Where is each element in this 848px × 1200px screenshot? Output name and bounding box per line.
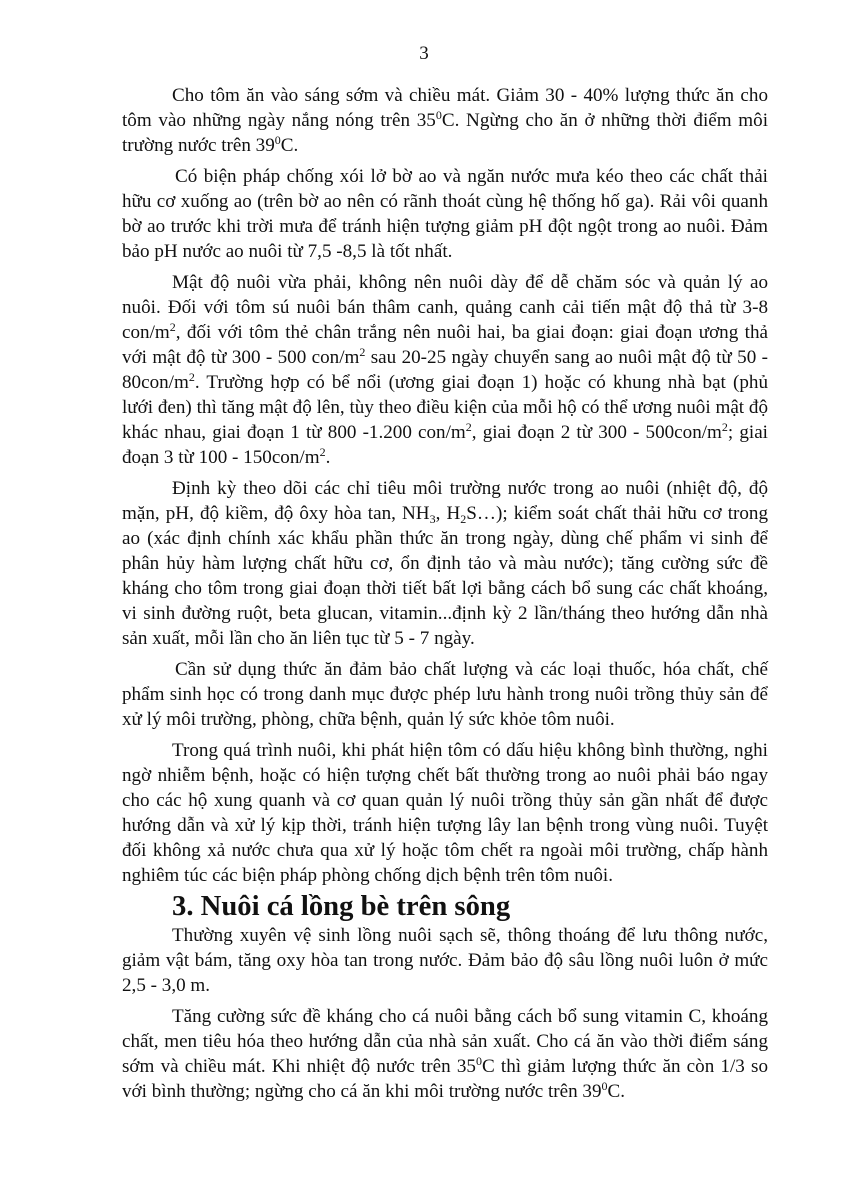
superscript: 0 bbox=[435, 108, 442, 122]
text-run: . bbox=[325, 447, 331, 468]
superscript: 2 bbox=[319, 445, 326, 459]
superscript: 2 bbox=[359, 345, 366, 359]
paragraph-approved-products bbox=[122, 657, 768, 732]
text-run: ; giai đoạn 3 từ 100 - 150con/m bbox=[122, 422, 768, 468]
text-run: . Trường hợp có bể nổi (ương giai đoạn 1) hoặc có khung nhà bạt (phủ lưới đen) thì tăng mật độ lên, tùy theo điều kiện của mỗi hộ có thể ương nuôi mật độ khác nhau, giai đoạn 1 từ 800 -1.200 con/m bbox=[122, 372, 768, 443]
text-run: C. bbox=[280, 135, 299, 156]
text-run: C thì giảm lượng thức ăn còn 1/3 so với bình thường; ngừng cho cá ăn khi môi trường nước trên 39 bbox=[122, 1056, 768, 1102]
section-heading: 3. Nuôi cá lồng bè trên sông bbox=[172, 890, 511, 922]
text-run: Trong quá trình nuôi, khi phát hiện tôm có dấu hiệu không bình thường, nghi ngờ nhiễm bệnh, hoặc có hiện tượng chết bất thường trong ao nuôi phải báo ngay cho các hộ xung quanh và cơ quan quản lý nuôi trồng thủy sản gần nhất để được hướng dẫn và xử lý kịp thời, tránh hiện tượng lây lan bệnh trong vùng nuôi. Tuyệt đối không xả nước chưa qua xử lý hoặc tôm chết ra ngoài môi trường, chấp hành nghiêm túc các biện pháp phòng chống dịch bệnh trên tôm nuôi. bbox=[122, 740, 768, 886]
paragraph-erosion-control bbox=[122, 164, 768, 264]
text-run: S…); kiểm soát chất thải hữu cơ trong ao (xác định chính xác khẩu phần thức ăn trong ngày, dùng chế phẩm vi sinh để phân hủy hàm lượng chất hữu cơ, ổn định tảo và màu nước); tăng cường sức đề kháng cho tôm trong giai đoạn thời tiết bất lợi bằng cách bổ sung các chất khoáng, vi sinh đường ruột, beta glucan, vitamin...định kỳ 2 lần/tháng theo hướng dẫn nhà sản xuất, mỗi lần cho ăn liên tục từ 5 - 7 ngày. bbox=[122, 503, 768, 649]
text-run: Cần sử dụng thức ăn đảm bảo chất lượng và các loại thuốc, hóa chất, chế phẩm sinh học có trong danh mục được phép lưu hành trong nuôi trồng thủy sản để xử lý môi trường, phòng, chữa bệnh, quản lý sức khỏe tôm nuôi. bbox=[122, 659, 768, 730]
paragraph-water-monitoring bbox=[122, 476, 768, 651]
superscript: 2 bbox=[188, 370, 195, 384]
text-run: C. bbox=[607, 1081, 626, 1102]
text-run: Thường xuyên vệ sinh lồng nuôi sạch sẽ, thông thoáng để lưu thông nước, giảm vật bám, tăng oxy hòa tan trong nước. Đảm bảo độ sâu lồng nuôi luôn ở mức 2,5 - 3,0 m. bbox=[122, 925, 768, 996]
text-run: , giai đoạn 2 từ 300 - 500con/m bbox=[471, 422, 722, 443]
superscript: 0 bbox=[601, 1079, 608, 1093]
superscript: 2 bbox=[169, 320, 176, 334]
page-number: 3 bbox=[419, 43, 429, 64]
paragraph-feeding-shrimp bbox=[122, 83, 768, 158]
subscript: 2 bbox=[460, 512, 467, 526]
paragraph-cage-cleaning bbox=[122, 923, 768, 998]
shrimp-section bbox=[122, 83, 768, 888]
text-run: C. Ngừng cho ăn ở những thời điểm môi trường nước trên 39 bbox=[122, 110, 769, 156]
text-run: Định kỳ theo dõi các chỉ tiêu môi trường nước trong ao nuôi (nhiệt độ, độ mặn, pH, độ kiềm, độ ôxy hòa tan, NH bbox=[122, 478, 768, 524]
document-body bbox=[122, 83, 768, 1110]
superscript: 0 bbox=[475, 1054, 482, 1068]
superscript: 0 bbox=[274, 133, 281, 147]
text-run: sau 20-25 ngày chuyển sang ao nuôi mật độ từ 50 - 80con/m bbox=[122, 347, 768, 393]
paragraph-disease-reporting bbox=[122, 738, 768, 888]
paragraph-fish-resistance bbox=[122, 1004, 768, 1104]
section-3 bbox=[122, 890, 768, 1104]
paragraph-stocking-density bbox=[122, 270, 768, 470]
text-run: Mật độ nuôi vừa phải, không nên nuôi dày để dễ chăm sóc và quản lý ao nuôi. Đối với tôm sú nuôi bán thâm canh, quảng canh cải tiến mật độ thả từ 3-8 con/m bbox=[122, 272, 768, 343]
text-run: , H bbox=[435, 503, 461, 524]
subscript: 3 bbox=[429, 512, 436, 526]
superscript: 2 bbox=[465, 420, 472, 434]
text-run: Tăng cường sức đề kháng cho cá nuôi bằng cách bổ sung vitamin C, khoáng chất, men tiêu hóa theo hướng dẫn của nhà sản xuất. Cho cá ăn vào thời điểm sáng sớm và chiều mát. Khi nhiệt độ nước trên 35 bbox=[122, 1006, 768, 1077]
text-run: Có biện pháp chống xói lở bờ ao và ngăn nước mưa kéo theo các chất thải hữu cơ xuống ao (trên bờ ao nên có rãnh thoát cùng hệ thống hố ga). Rải vôi quanh bờ ao trước khi trời mưa để tránh hiện tượng giảm pH đột ngột trong ao nuôi. Đảm bảo pH nước ao nuôi từ 7,5 -8,5 là tốt nhất. bbox=[122, 166, 768, 262]
superscript: 2 bbox=[721, 420, 728, 434]
text-run: Cho tôm ăn vào sáng sớm và chiều mát. Giảm 30 - 40% lượng thức ăn cho tôm vào những ngày nắng nóng trên 35 bbox=[122, 85, 768, 131]
text-run: , đối với tôm thẻ chân trắng nên nuôi hai, ba giai đoạn: giai đoạn ương thả với mật độ từ 300 - 500 con/m bbox=[122, 322, 768, 368]
